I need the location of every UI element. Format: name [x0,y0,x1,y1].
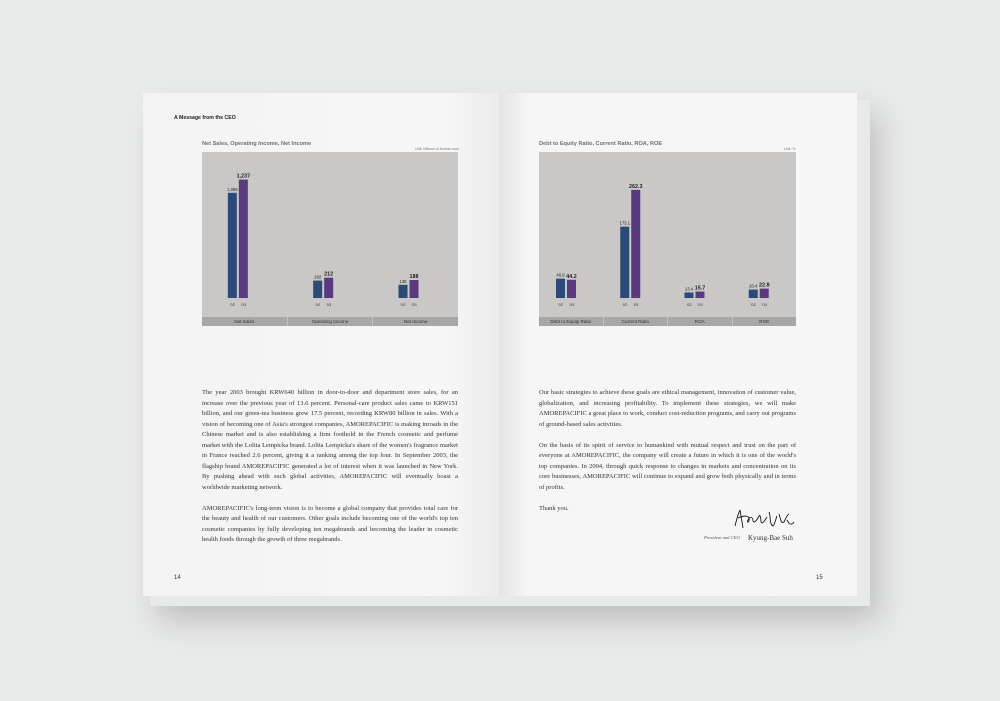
right-body-text [539,388,796,525]
bar [556,279,565,298]
bar [228,193,237,298]
bar [760,289,769,298]
bar [324,278,333,298]
bar [749,290,758,298]
chart-left-plot [202,152,458,317]
data-label: 173.1 [619,220,630,226]
data-label: 138 [399,278,407,284]
signature-name: Kyung-Bae Suh [748,534,793,542]
year-tick-label: '02 [686,302,692,307]
bar [239,180,248,298]
data-label: 262.3 [628,183,643,190]
year-tick-label: '03 [326,302,332,307]
paragraph: Our basic strategies to achieve these goals are ethical management, innovation of customer value, globalization, and increasing profitability. To implement these strategies, we will make AMOREPACIFIC a great place to work, conduct cost-reduction programs, and carry out programs of ground-based sales activities. [539,389,796,428]
year-tick-label: '03 [633,302,639,307]
bar [410,280,419,298]
paragraph: Thank you. [539,504,569,512]
section-label: A Message from the CEO [174,115,236,121]
paragraph: The year 2003 brought KRW640 billion in door-to-door and department store sales, for an increase over the previous year of 13.6 percent. Personal-care product sales came to KRW151 billion, and our green-tea business grew 17.5 percent, recording KRW80 billion in sales. With a vision of becoming one of Asia's strongest companies, AMOREPACIFIC is making inroads in the Chinese market and is also establishing a firm foothold in the French cosmetic and perfume market with the Lolita Lempicka brand. Lolita Lempicka's share of the women's fragrance market in France reached 2.6 percent, giving it a ranking among the top four. In September 2003, the flagship brand AMOREPACIFIC generated a lot of interest when it was launched in New York. By pushing ahead with such global activities, AMOREPACIFIC will eventually boast a worldwide marketing network. [202,389,458,491]
bar [684,292,693,298]
data-label: 20.4 [749,283,758,289]
category-label: Net Sales [234,319,255,324]
category-label: ROA [667,317,732,326]
bar [695,292,704,298]
data-label: 188 [409,274,419,281]
paragraph: On the basis of its spirit of service to humankind with mutual respect and trust on the part of everyone at AMOREPACIFIC, the company will create a future in which it is one of the world's top companies. In 2004, through quick response to changes in markets and concentration on its core businesses, AMOREPACIFIC will continue to expand and grow both physically and in terms of profits. [539,441,796,491]
year-tick-label: '02 [622,302,628,307]
year-tick-label: '02 [315,302,321,307]
year-tick-label: '03 [761,302,767,307]
bar [313,281,322,298]
chart-left-categories [202,317,458,326]
year-tick-label: '02 [557,302,564,307]
left-page [143,93,499,596]
data-label: 182 [314,274,322,280]
category-label: Operating Income [287,317,373,326]
paragraph: AMOREPACIFIC's long-term vision is to become a global company that provides total care for the beauty and health of our customers. Other goals include becoming one of the world's top ten cosmetic companies by fully developing ten megabrands and becoming the leader in cosmetic health foods through the growth of three megabrands. [202,504,458,543]
data-label: 13.4 [684,286,694,292]
chart-title-left: Net Sales, Operating Income, Net Income [202,141,312,147]
bar [620,227,629,298]
bar [399,285,408,298]
data-label: 212 [324,271,334,278]
data-label: 1,099 [227,186,238,192]
category-label: Debt to Equity Ratio [550,319,592,324]
chart-right [539,152,796,326]
data-label: 44.2 [566,273,577,280]
unit-right: Unit: % [784,147,796,151]
year-tick-label: '02 [400,302,406,307]
chart-left [202,152,458,326]
year-tick-label: '03 [411,302,417,307]
left-body-text [202,388,458,556]
page-number-right: 15 [816,575,823,581]
data-label: 46.9 [556,272,565,278]
bar [567,280,576,298]
signature-graphic [731,506,797,532]
chart-title-right: Debt to Equity Ratio, Current Ratio, ROA, ROE [539,141,663,147]
year-tick-label: '02 [750,302,756,307]
bar [631,190,640,298]
category-label: Current Ratio [603,317,668,326]
unit-left: Unit: Billions of Korean won [415,147,459,151]
signature-role: President and CEO [704,535,740,540]
right-page [499,93,857,596]
data-label: 22.8 [758,282,770,289]
year-tick-label: '03 [568,302,575,307]
data-label: 15.7 [694,285,706,292]
year-tick-label: '03 [697,302,703,307]
chart-right-categories [539,317,796,326]
category-label: ROE [732,317,797,326]
page-number-left: 14 [174,575,181,581]
data-label: 1,237 [236,173,251,180]
year-tick-label: '03 [240,302,246,307]
category-label: Net Income [372,317,458,326]
year-tick-label: '02 [229,302,235,307]
chart-right-plot [539,152,796,317]
